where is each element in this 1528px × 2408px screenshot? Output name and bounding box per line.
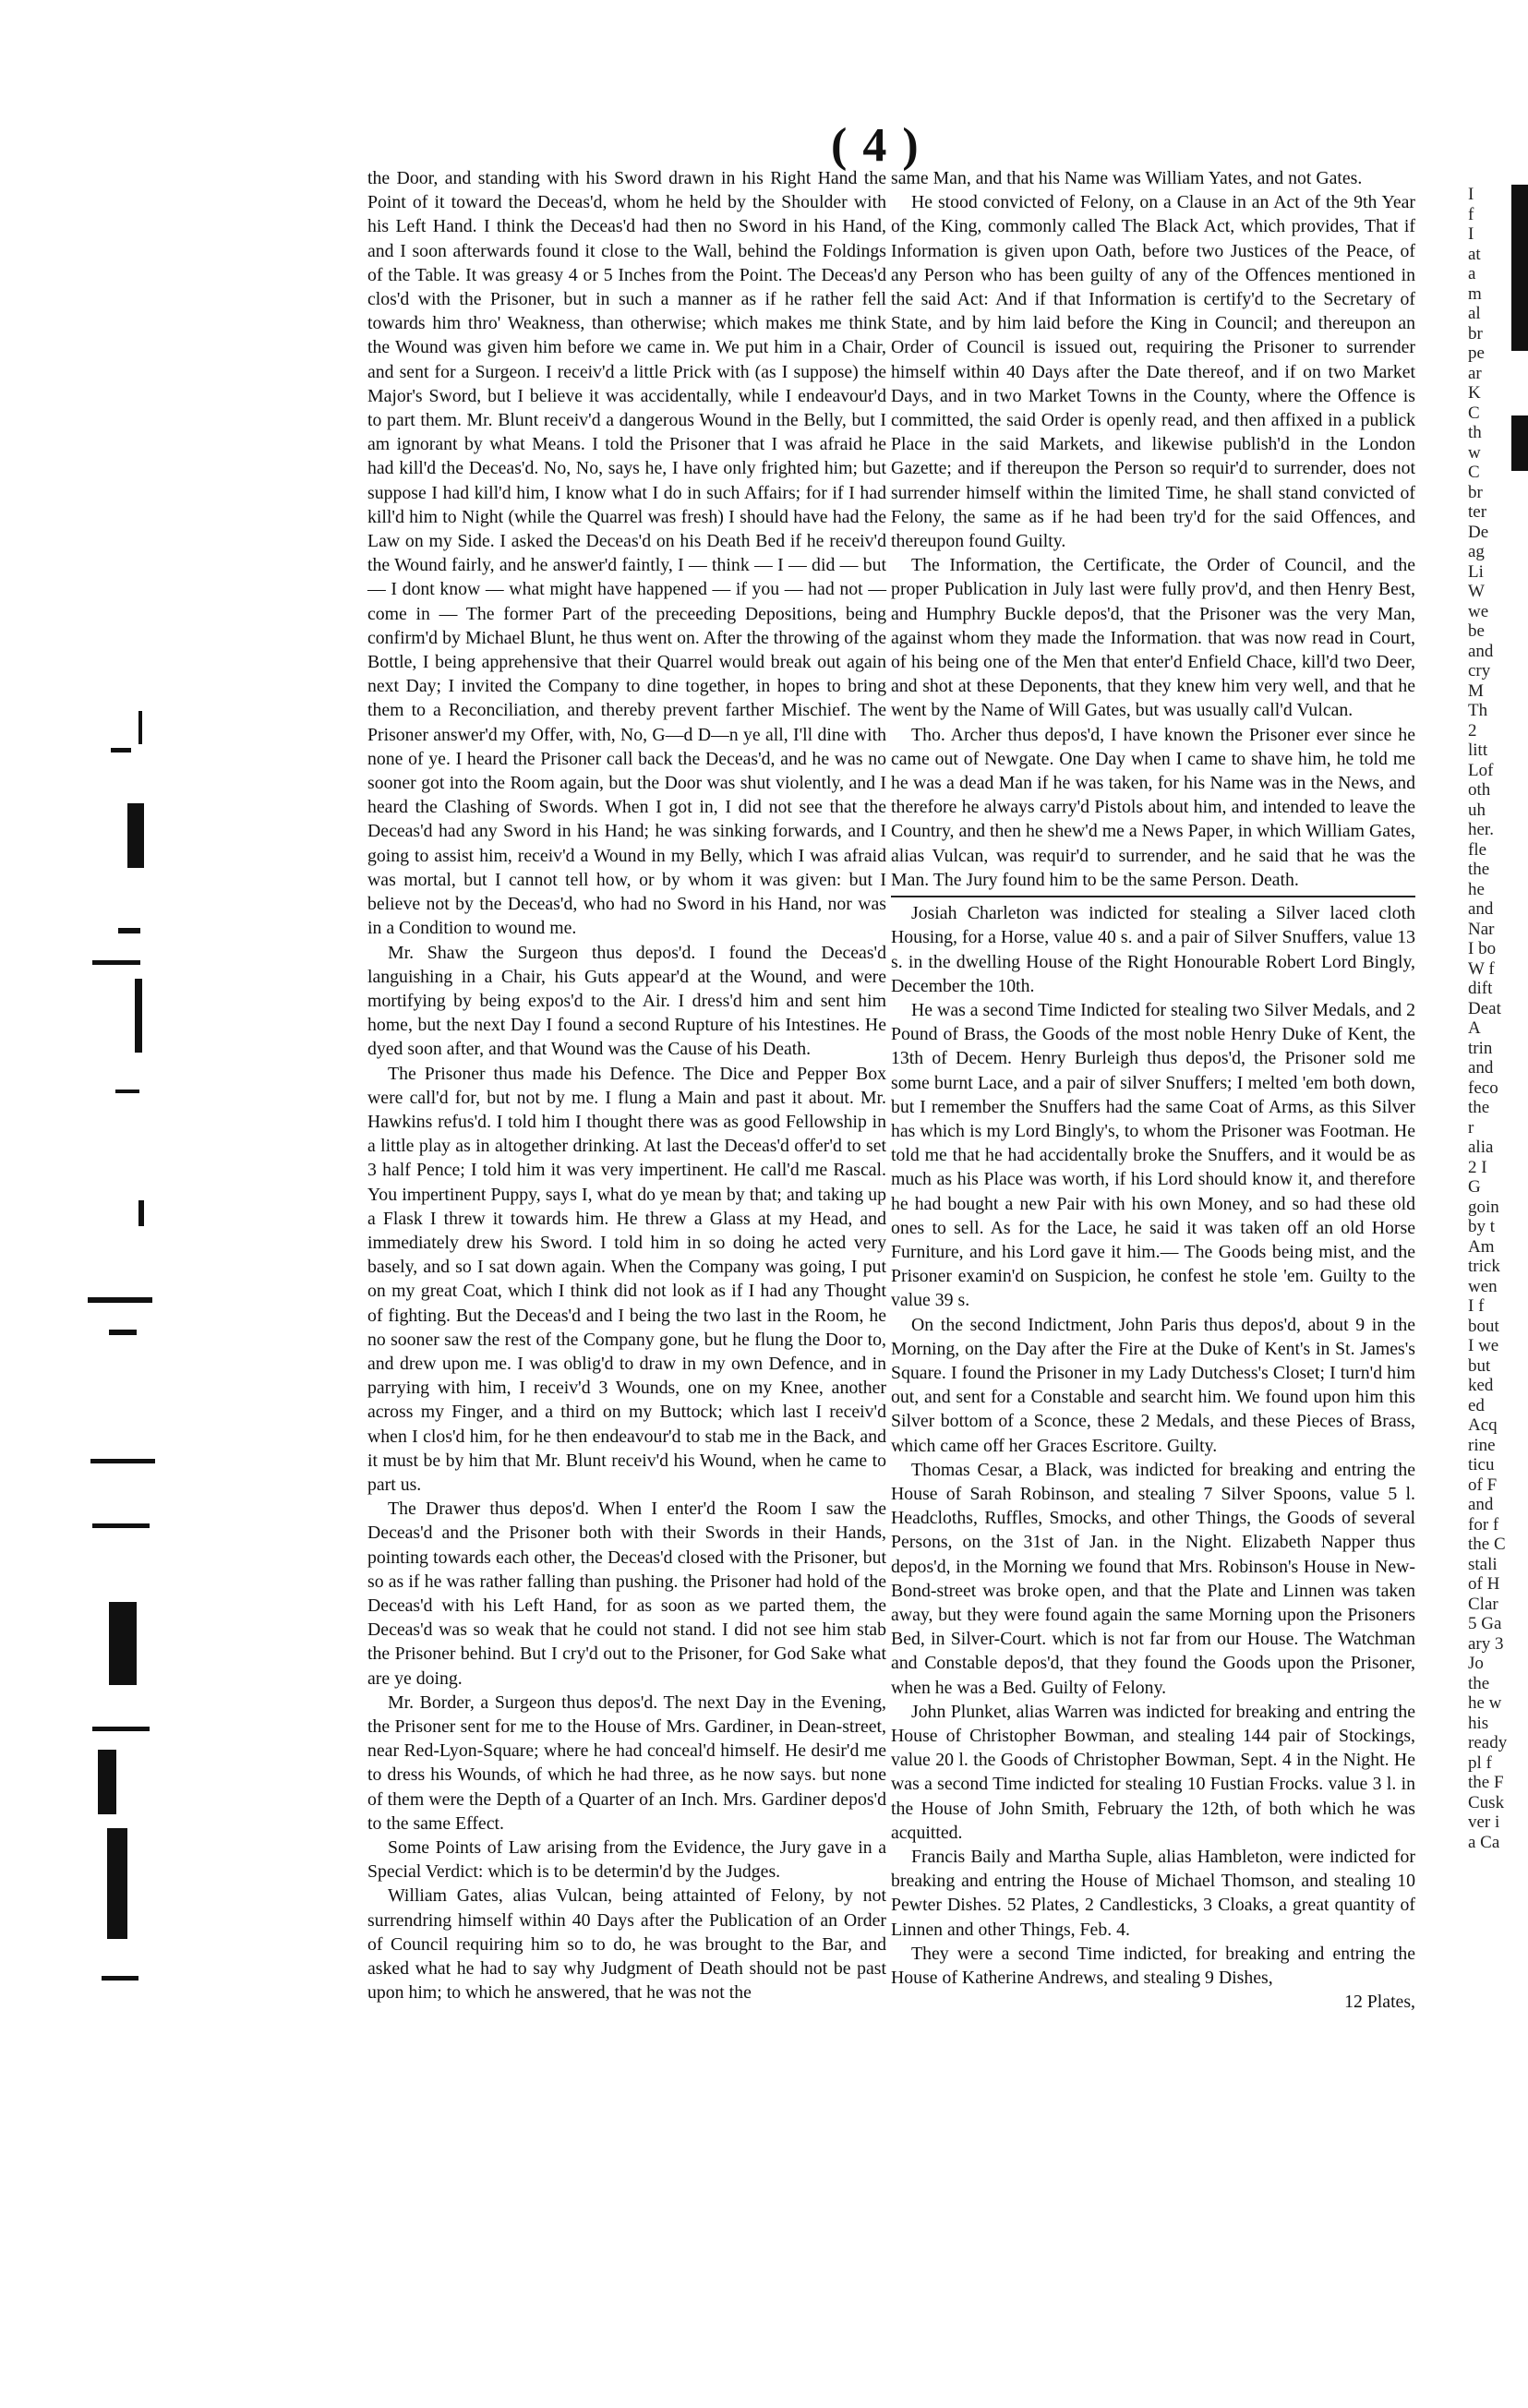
edge-fragment: but (1468, 1355, 1491, 1376)
adjacent-page-fragment (1468, 185, 1528, 1902)
edge-fragment: Acq (1468, 1415, 1498, 1435)
edge-fragment: I (1468, 224, 1474, 244)
edge-fragment: by t (1468, 1217, 1496, 1236)
edge-fragment: 2 I (1468, 1157, 1487, 1177)
edge-fragment: and (1468, 1058, 1494, 1078)
edge-fragment: dift (1468, 979, 1493, 998)
edge-fragment: Am (1468, 1236, 1495, 1257)
edge-fragment: Clar (1468, 1594, 1498, 1614)
edge-fragment: Li (1468, 561, 1484, 582)
edge-fragment: for f (1468, 1514, 1499, 1535)
edge-fragment: and (1468, 641, 1494, 661)
edge-fragment: W (1468, 582, 1485, 601)
edge-fragment: rine (1468, 1435, 1496, 1455)
edge-fragment: I bo (1468, 939, 1497, 958)
edge-fragment: Nar (1468, 919, 1495, 939)
edge-fragment: pe (1468, 343, 1485, 363)
edge-fragment: ed (1468, 1395, 1485, 1415)
edge-fragment: K (1468, 383, 1481, 403)
edge-fragment: th (1468, 423, 1482, 442)
edge-fragment: we (1468, 601, 1489, 621)
edge-fragment: ked (1468, 1376, 1494, 1395)
edge-fragment: goin (1468, 1197, 1499, 1217)
edge-fragment: wen (1468, 1276, 1498, 1296)
paragraph-14: Thomas Cesar, a Black, was indicted for breaking and entring the House of Sarah Robinson, and stealing 7 Silver Spoons, value 5 l. Headcloths, Ruffles, Smocks, and other Things, the Goods of several Persons, on the 31st of Jan. in the Night. Elizabeth Napper thus depos'd, in the Morning we found that Mrs. Robinson's House in New-Bond-street was broke open, and that the Plate and Linnen was taken away, but they were found again the same Morning upon the Prisoners Bed, in Silver-Court. which is not far from our House. The Watchman and Constable depos'd, that they found the Goods upon the Prisoner, when he was a Bed. Guilty of Felony. (891, 1459, 1415, 1698)
edge-fragment: oth (1468, 780, 1491, 800)
right-column (891, 166, 1415, 2014)
edge-fragment: ready (1468, 1733, 1508, 1752)
paragraph-10: Tho. Archer thus depos'd, I have known the Prisoner ever since he came out of Newgate. One Day when I came to shave him, he told me he was a dead Man if he was taken, for his Name was in the News, and therefore he always carry'd Pistols about him, and intended to leave the Country, and then he shew'd me a News Paper, in which William Gates, alias Vulcan, was requir'd to surrender, and he said that he was the Man. The Jury found him to be the same Person. Death. (891, 724, 1415, 890)
edge-fragment: Th (1468, 701, 1488, 720)
edge-fragment: C (1468, 463, 1480, 482)
edge-fragment: G (1468, 1177, 1481, 1197)
paragraph-17: They were a second Time indicted, for breaking and entring the House of Katherine Andrews, and stealing 9 Dishes, (891, 1943, 1415, 1989)
edge-fragment: I we (1468, 1336, 1499, 1355)
edge-fragment: he (1468, 879, 1485, 899)
paragraph-1: Mr. Shaw the Surgeon thus depos'd. I found the Deceas'd languishing in a Chair, his Guts appear'd at the Wound, and were mortifying by being expos'd to the Air. I dress'd him and sent him home, but the next Day I found a second Rupture of his Intestines. He dyed soon after, and that Wound was the Cause of his Death. (367, 942, 886, 1060)
edge-fragment: al (1468, 304, 1481, 323)
paragraph-4: Mr. Border, a Surgeon thus depos'd. The next Day in the Evening, the Prisoner sent for me to the House of Mrs. Gardiner, in Dean-street, near Red-Lyon-Square; where he had conceal'd himself. He desir'd me to dress his Wounds, of which he had three, as he now says. but none of them were the Depth of a Quarter of an Inch. Mrs. Gardiner depos'd to the same Effect. (367, 1692, 886, 1834)
edge-fragment: br (1468, 323, 1483, 343)
edge-fragment: his (1468, 1713, 1489, 1733)
edge-fragment: cry (1468, 661, 1491, 680)
page-number: ( 4 ) (831, 119, 920, 172)
edge-fragment: a Ca (1468, 1832, 1500, 1852)
edge-fragment: ar (1468, 363, 1482, 383)
edge-fragment: a (1468, 264, 1476, 283)
edge-fragment: Lof (1468, 760, 1494, 780)
edge-fragment: stali (1468, 1554, 1498, 1574)
edge-fragment: br (1468, 482, 1483, 502)
edge-fragment: ticu (1468, 1455, 1495, 1475)
edge-fragment: Cusk (1468, 1792, 1505, 1812)
paragraph-2: The Prisoner thus made his Defence. The Dice and Pepper Box were call'd for, but not by me. I flung a Main and past it about. Mr. Hawkins refus'd. I told him I thought there was as good Fellowship in a little play as in altogether drinking. At last the Deceas'd offer'd to set 3 half Pence; I told him it was very impertinent. He call'd me Rascal. You impertinent Puppy, says I, what do ye mean by that; and taking up a Flask I threw it towards him. He threw a Glass at my Head, and immediately drew his Sword. I told him in so doing he acted very basely, and so I sat down again. When the Company was going, I put on my great Coat, which I think did not look as if I had any Thought of fighting. But the Deceas'd and I being the two last in the Room, he no sooner saw the rest of the Company gone, but he flung the Door to, and drew upon me. I was oblig'd to draw in my own Defence, and in parrying with him, I receiv'd 3 Wounds, one on my Knee, another across my Finger, and a third on my Buttock; which last I receiv'd when I clos'd him, for he then endeavour'd to stab me in the Back, and it must be by him that Mr. Blunt receiv'd his Wound, when he came to part us. (367, 1063, 886, 1495)
paragraph-12: He was a second Time Indicted for stealing two Silver Medals, and 2 Pound of Brass, the Goods of the most noble Henry Duke of Kent, the 13th of Decem. Henry Burleigh thus depos'd, the Prisoner sold me some burnt Lace, and a pair of silver Snuffers; I melted 'em both down, but I remember the Snuffers had the same Coat of Arms, as this Silver has which is my Lord Bingly's, to whom the Prisoner was Footman. He told me that he had accidentally broke the Snuffers, and it would be as much as his Place was worth, if his Lord should know it, and therefore he had bought a new Pair with his own Money, and so had these old ones to sell. As for the Lace, he said it was taken off an old Horse Furniture, and his Lord gave it him.— The Goods being mist, and the Prisoner examin'd on Suspicion, he confest he stole 'em. Guilty to the value 39 s. (891, 999, 1415, 1311)
edge-fragment: at (1468, 244, 1481, 264)
edge-fragment: the C (1468, 1535, 1506, 1554)
paragraph-5: Some Points of Law arising from the Evidence, the Jury gave in a Special Verdict: which is to be determin'd by the Judges. (367, 1837, 886, 1883)
edge-fragment: r (1468, 1117, 1474, 1138)
edge-fragment: ter (1468, 502, 1487, 522)
edge-fragment: he w (1468, 1693, 1502, 1713)
edge-fragment: the (1468, 1673, 1490, 1693)
paragraph-16: Francis Baily and Martha Suple, alias Hambleton, were indicted for breaking and entring the House of Michael Thomson, and stealing 10 Pewter Dishes. 52 Plates, 2 Candlesticks, 3 Cloaks, a great quantity of Linnen and other Things, Feb. 4. (891, 1847, 1415, 1940)
edge-fragment: the (1468, 860, 1490, 879)
edge-fragment: 2 (1468, 720, 1477, 740)
edge-fragment: and (1468, 899, 1494, 919)
edge-fragment: fle (1468, 839, 1487, 860)
edge-fragment: trick (1468, 1257, 1500, 1276)
paragraph-15: John Plunket, alias Warren was indicted for breaking and entring the House of Christopher Bowman, and stealing 144 pair of Stockings, value 20 l. the Goods of Christopher Bowman, Sept. 4 in the Night. He was a second Time indicted for stealing 10 Fustian Frocks. value 3 l. in the House of John Smith, February the 12th, of both which he was acquitted. (891, 1701, 1415, 1843)
section-rule (891, 896, 1415, 897)
edge-fragment: ary 3 (1468, 1633, 1504, 1654)
paragraph-11: Josiah Charleton was indicted for stealing a Silver laced cloth Housing, for a Horse, value 40 s. and a pair of Silver Snuffers, value 13 s. in the dwelling House of the Right Honourable Robert Lord Bingly, December the 10th. (891, 903, 1415, 996)
edge-fragment: C (1468, 403, 1480, 423)
edge-fragment: bout (1468, 1316, 1499, 1336)
edge-fragment: be (1468, 621, 1485, 641)
edge-fragment: alia (1468, 1138, 1494, 1157)
paragraph-0: the Door, and standing with his Sword drawn in his Right Hand the Point of it toward the Deceas'd, whom he held by the Shoulder with his Left Hand. I think the Deceas'd had then no Sword in his Hand, and I soon afterwards found it close to the Wall, behind the Foldings of the Table. It was greasy 4 or 5 Inches from the Point. The Deceas'd clos'd with the Prisoner, but in such a manner as if he rather fell towards him thro' Weakness, than otherwise; which makes me think the Wound was given him before we came in. We put him in a Chair, and sent for a Surgeon. I receiv'd a little Prick with (as I suppose) the Major's Sword, but I believe it was accidentally, while I endeavour'd to part them. Mr. Blunt receiv'd a dangerous Wound in the Belly, but I am ignorant by what Means. I told the Prisoner that I was afraid he had kill'd the Deceas'd. No, No, says he, I have only frighted him; but suppose I had kill'd him, I know what I do in such Affairs; for if I had kill'd him to Night (while the Quarrel was fresh) I should have had the Law on my Side. I asked the Deceas'd on his Death Bed if he receiv'd the Wound fairly, and he answer'd faintly, I — think — I — did — but — I dont know — what might have happened — if you — had not — come in — The former Part of the preceeding Depositions, being confirm'd by Michael Blunt, he thus went on. After the throwing of the Bottle, I being apprehensive that their Quarrel would break out again next Day; I invited the Company to dine together, in hopes to bring them to a Reconciliation, and thereby prevent farther Mischief. The Prisoner answer'd my Offer, with, No, G—d D—n ye all, I'll dine with none of ye. I heard the Prisoner call back the Deceas'd, and he was no sooner got into the Room again, but the Door was shut violently, and I heard the Clashing of Swords. When I got in, I did not see that the Deceas'd had any Sword in his Hand; he was sinking forwards, and I going to assist him, receiv'd a Wound in my Belly, which I was afraid was mortal, but I cannot tell how, or by whom it was given: but I believe not by the Deceas'd, who had no Sword in his Hand, nor was in a Condition to wound me. (367, 168, 886, 939)
catchword: 12 Plates, (1344, 1992, 1415, 2013)
edge-fragment: W f (1468, 958, 1495, 979)
paragraph-13: On the second Indictment, John Paris thus depos'd, about 9 in the Morning, on the Day after the Fire at the Duke of Kent's in St. James's Square. I found the Prisoner in my Lady Dutchess's Closet; I turn'd him out, and sent for a Constable and searcht him. We found upon him this Silver bottom of a Sconce, these 2 Medals, and these Pieces of Brass, which came off her Graces Escritore. Guilty. (891, 1314, 1415, 1456)
edge-fragment: of F (1468, 1475, 1498, 1495)
left-edge-binding-marks (0, 0, 185, 2408)
edge-fragment: Jo (1468, 1654, 1484, 1673)
left-column (367, 166, 886, 2005)
edge-fragment: I (1468, 185, 1474, 204)
paragraph-7: same Man, and that his Name was William Yates, and not Gates. (891, 168, 1363, 188)
edge-fragment: m (1468, 283, 1482, 304)
paragraph-8: He stood convicted of Felony, on a Clause in an Act of the 9th Year of the King, commonly called The Black Act, which provides, That if Information is given upon Oath, before two Justices of the Peace, of any Person who has been guilty of any of the Offences mentioned in the said Act: And if that Information is certify'd to the Secretary of State, and by him laid before the King in Council; and thereupon an Order of Council is issued out, requiring the Prisoner to surrender himself within 40 Days after the Date thereof, and if on two Market Days, and in two Market Towns in the County, where the Offence is committed, the said Order is openly read, and then affixed in a publick Place in the said Markets, and likewise publish'd in the London Gazette; and if thereupon the Person so requir'd to surrender, does not surrender himself within the limited Time, he shall stand convicted of Felony, the same as if he had been try'd for the said Offences, and thereupon found Guilty. (891, 192, 1415, 552)
edge-fragment: De (1468, 522, 1489, 542)
edge-fragment: Deat (1468, 998, 1501, 1018)
edge-fragment: f (1468, 204, 1474, 224)
edge-fragment: ver i (1468, 1812, 1500, 1832)
edge-fragment: M (1468, 680, 1484, 701)
edge-fragment: the F (1468, 1773, 1504, 1792)
edge-fragment: w (1468, 442, 1481, 463)
edge-fragment: feco (1468, 1078, 1498, 1098)
paragraph-6: William Gates, alias Vulcan, being attainted of Felony, by not surrendring himself within 40 Days after the Publication of an Order of Council requiring him so to do, he was brought to the Bar, and asked what he had to say why Judgment of Death should not be past upon him; to which he answered, that he was not the (367, 1885, 886, 2004)
edge-fragment: and (1468, 1495, 1494, 1514)
edge-fragment: the (1468, 1098, 1490, 1117)
edge-fragment: ag (1468, 542, 1485, 561)
edge-fragment: pl f (1468, 1752, 1492, 1773)
edge-fragment: 5 Ga (1468, 1614, 1502, 1633)
paragraph-9: The Information, the Certificate, the Order of Council, and the proper Publication in July last were fully prov'd, and then Henry Best, and Humphry Buckle depos'd, that the Prisoner was the very Man, against whom they made the Information. that was now read in Court, of his being one of the Men that enter'd Enfield Chace, kill'd two Deer, and shot at these Deponents, that they knew him very well, and that he went by the Name of Will Gates, but was usually call'd Vulcan. (891, 555, 1415, 721)
edge-fragment: of H (1468, 1574, 1500, 1594)
edge-fragment: A (1468, 1018, 1481, 1038)
edge-fragment: her. (1468, 820, 1494, 839)
edge-fragment: I f (1468, 1296, 1485, 1316)
edge-fragment: trin (1468, 1038, 1493, 1058)
edge-fragment: litt (1468, 740, 1488, 760)
paragraph-3: The Drawer thus depos'd. When I enter'd the Room I saw the Deceas'd and the Prisoner both with their Swords in their Hands, pointing towards each other, the Deceas'd closed with the Prisoner, but so as if he was rather falling than pushing. the Prisoner had hold of the Deceas'd with his Left Hand, for as soon as we parted them, the Deceas'd was so weak that he could not stand. I did not see him stab the Prisoner behind. But I cry'd out to the Prisoner, for God Sake what are ye doing. (367, 1499, 886, 1689)
edge-fragment: uh (1468, 800, 1486, 820)
